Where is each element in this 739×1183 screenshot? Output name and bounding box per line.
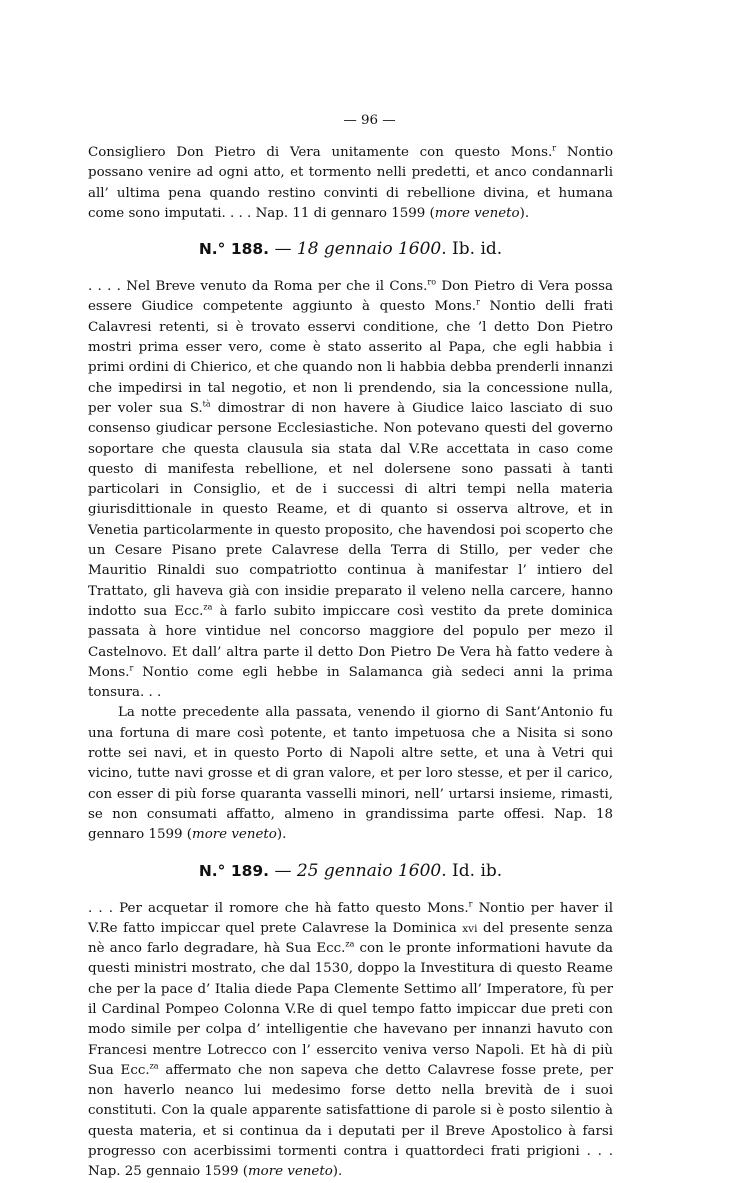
text-run: à farlo subito impiccare così vestito da prete dominica passata à hore vintidue nel concorso maggiore del populo per mezo il Castelnovo. Et dall’ altra parte il detto Don Pietro De Vera hà fatto vedere à Mons. [88,603,614,680]
text-run: Nontio possano venire ad ogni atto, et tormento nelli predetti, et anco condannarli all’ ultima pena quando restino convinti di rebellione divina, et humana come sono imputati. . . . Nap. 11 di gennaro 1599 ( [88,145,614,221]
superscript: r [476,298,480,308]
heading-dash: — [269,239,297,260]
document-date: 25 gennaio 1600. [296,860,447,881]
text-run: ). [276,827,287,843]
text-run: ). [519,205,530,221]
document-page [88,143,613,1183]
italic-text: more veneto [434,205,520,221]
page-number: — 96 — [343,113,396,128]
superscript: r [468,899,473,909]
document-189-paragraph-1 [88,899,613,1183]
superscript: tà [202,399,211,409]
document-heading-188 [88,238,613,260]
superscript: r [129,663,134,673]
italic-text: more veneto [192,827,277,843]
document-date: 18 gennaio 1600. [296,239,447,260]
superscript: ro [427,277,437,287]
superscript: za [149,1061,159,1071]
text-run: ). [332,1164,343,1180]
text-run: Consigliero Don Pietro di Vera unitamente con questo Mons. [88,145,553,160]
text-run: Nontio per haver il V.Re fatto impiccar quel prete Calavrese la Dominica [88,900,613,936]
text-run: . . . . Nel Breve venuto da Roma per che il Cons. [88,279,428,295]
document-number: N.° 188. [198,240,270,259]
roman-numeral: xvi [462,922,478,935]
text-run: . . . Per acquetar il romore che hà fatto questo Mons. [88,900,469,916]
superscript: za [345,939,355,949]
text-run: Nontio come egli hebbe in Salamanca già sedeci anni la prima tonsura. . . [88,664,613,701]
document-source: Ib. id. [446,239,503,260]
document-heading-189 [88,860,613,882]
text-run: Don Pietro di Vera possa essere Giudice competente aggiunto à questo Mons. [88,279,613,315]
document-188-paragraph-2 [88,703,613,845]
text-run: con le pronte informationi havute da questi ministri mostrato, che dal 1530, doppo la Investitura di questo Reame che per la pace d’ Italia diede Papa Clemente Settimo all’ Imperatore, fù per il Cardinal Pompeo Colonna V.Re di quel tempo fatto impiccar due preti con modo simile per colpa d’ intelligentie che havevano per innanzi havuto con Francesi mentre Lotrecco con l’ essercito veniva verso Napoli. Et hà di più Sua Ecc. [88,941,613,1078]
text-run: Nontio delli frati Calavresi retenti, si è trovato esservi conditione, che ’l detto Don Pietro mostri prima esser vero, come è stato asserito al Papa, che egli habbia i primi ordini di Chierico, et che quando non li habbia debba prenderli innanzi che impedirsi in tal negotio, et non li prendendo, sia la concessione nulla, per voler sua S. [88,299,613,416]
superscript: za [203,602,213,612]
text-run: del presente senza nè anco farlo degradare, hà Sua Ecc. [88,920,613,957]
opening-paragraph [88,143,613,224]
superscript: r [552,143,557,153]
text-run: dimostrar di non havere à Giudice laico lasciato di suo consenso giudicar persone Ecclesiastiche. Non potevano questi del governo soportare che questa clausula sia stata dal V.Re accettata in caso come questo di manifesta rebellione, et nel dolersene sono passati à tanti particolari in Consiglio, et de i successi di altri tempi nella materia giurisdittionale in questo Reame, et di quanto si osserva altrove, et in Venetia particolarmente in questo proposito, che havendosi poi scoperto che un Cesare Pisano prete Calavrese della Terra di Stillo, per veder che Mauritio Rinaldi suo compatriotto continua à manifestar l’ intiero del Trattato, gli haveva già con insidie preparato il veleno nella carcere, hanno indotto sua Ecc. [88,400,613,619]
italic-text: more veneto [247,1164,333,1180]
document-188-paragraph-1 [88,277,613,703]
document-source: Id. ib. [446,860,503,881]
text-run: La notte precedente alla passata, venendo il giorno di Sant’Antonio fu una fortuna di mare così potente, et tanto impetuosa che a Nisita si sono rotte sei navi, et in questo Porto di Napoli altre sette, et una à Vetri qui vicino, tutte navi grosse et di gran valore, et per loro stesse, et per il carico, con esser di più forse quaranta vasselli minori, nell’ urtarsi insieme, rimasti, se non consumati affatto, almeno in grandissima parte offesi. Nap. 18 gennaro 1599 ( [88,705,613,843]
document-number: N.° 189. [198,861,270,880]
heading-dash: — [269,860,297,881]
text-run: affermato che non sapeva che detto Calavrese fosse prete, per non haverlo neanco lui medesimo forse detto nella brevità de i suoi constituti. Con la quale apparente satisfattione di parole si è posto silentio à questa materia, et si continua da i deputati per il Breve Apostolico à farsi progresso con acerbissimi tormenti contra i quattordeci frati prigioni . . . Nap. 25 gennaio 1599 ( [88,1062,613,1180]
